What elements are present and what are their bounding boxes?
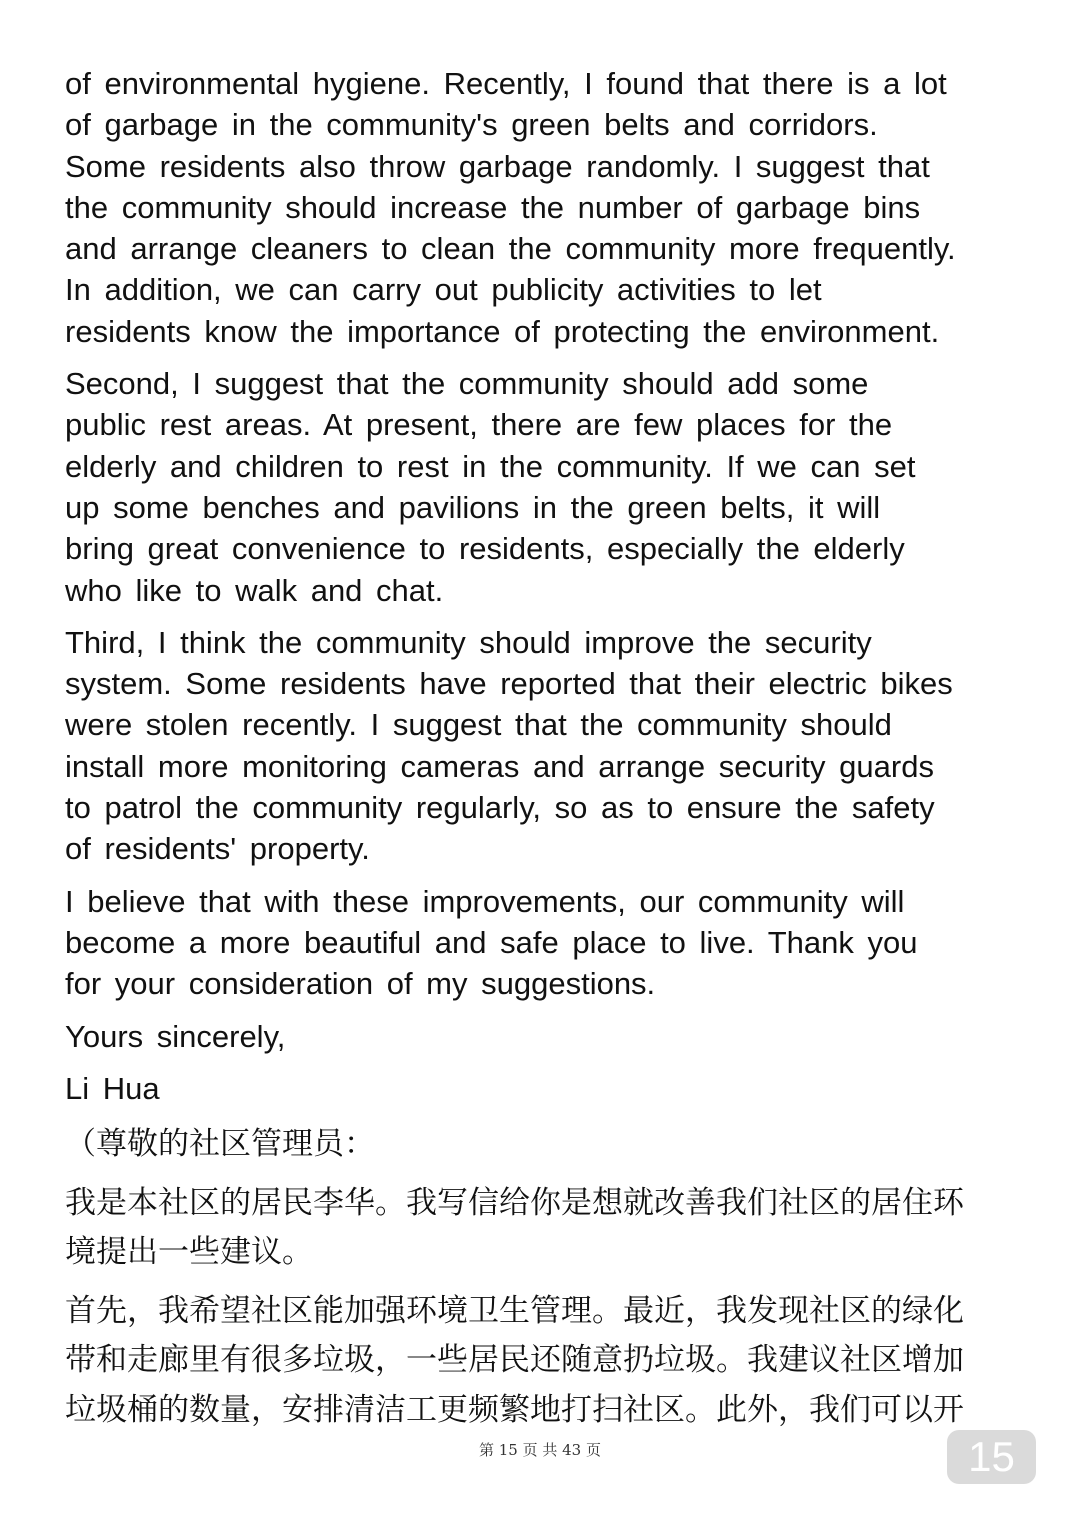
text-line: of residents' property.	[65, 831, 370, 867]
text-line: 垃圾桶的数量，安排清洁工更频繁地打扫社区。此外，我们可以开	[65, 1391, 964, 1428]
text-line: In addition, we can carry out publicity activities to let	[65, 272, 822, 308]
text-line: were stolen recently. I suggest that the community should	[65, 707, 892, 743]
english-paragraph-conclusion	[65, 881, 1020, 1005]
signature: Li Hua	[65, 1070, 160, 1106]
page-footer-label: 第 15 页 共 43 页	[478, 1441, 601, 1459]
text-line: for your consideration of my suggestions.	[65, 966, 656, 1002]
text-line: become a more beautiful and safe place to live. Thank you	[65, 924, 918, 960]
text-line: who like to walk and chat.	[65, 572, 444, 608]
text-line: elderly and children to rest in the community. If we can set	[65, 448, 916, 484]
english-paragraph-security	[65, 622, 1020, 870]
text-line: 首先，我希望社区能加强环境卫生管理。最近，我发现社区的绿化	[65, 1292, 964, 1329]
sign-off: Yours sincerely,	[65, 1018, 286, 1054]
text-line: up some benches and pavilions in the green belts, it will	[65, 489, 881, 525]
text-line: （尊敬的社区管理员：	[65, 1126, 375, 1163]
text-line: residents know the importance of protecting the environment.	[65, 313, 940, 349]
text-line: and arrange cleaners to clean the community more frequently.	[65, 231, 956, 267]
chinese-salutation	[65, 1120, 1020, 1170]
text-line: of environmental hygiene. Recently, I found that there is a lot	[65, 66, 947, 101]
text-line: I believe that with these improvements, our community will	[65, 883, 905, 919]
document-page	[65, 63, 1020, 1444]
text-line: 境提出一些建议。	[65, 1234, 313, 1271]
english-paragraph-rest-areas	[65, 363, 1020, 611]
text-line: Third, I think the community should improve the security	[65, 624, 872, 660]
text-line: 带和走廊里有很多垃圾，一些居民还随意扔垃圾。我建议社区增加	[65, 1342, 964, 1379]
chinese-translation	[65, 1120, 1020, 1435]
text-line: the community should increase the number of garbage bins	[65, 189, 921, 225]
text-line: to patrol the community regularly, so as to ensure the safety	[65, 790, 935, 826]
text-line: Second, I suggest that the community should add some	[65, 366, 869, 402]
text-line: public rest areas. At present, there are few places for the	[65, 407, 893, 443]
page-number-badge: 15	[947, 1430, 1036, 1484]
text-line: of garbage in the community's green belts and corridors.	[65, 107, 878, 143]
text-line: bring great convenience to residents, especially the elderly	[65, 531, 905, 567]
text-line: install more monitoring cameras and arrange security guards	[65, 748, 934, 784]
english-paragraph-hygiene	[65, 63, 1020, 352]
text-line: Some residents also throw garbage randomly. I suggest that	[65, 148, 930, 184]
text-line: 我是本社区的居民李华。我写信给你是想就改善我们社区的居住环	[65, 1184, 964, 1221]
text-line: system. Some residents have reported that their electric bikes	[65, 666, 953, 702]
chinese-paragraph-hygiene	[65, 1287, 1020, 1436]
chinese-paragraph-intro	[65, 1179, 1020, 1278]
